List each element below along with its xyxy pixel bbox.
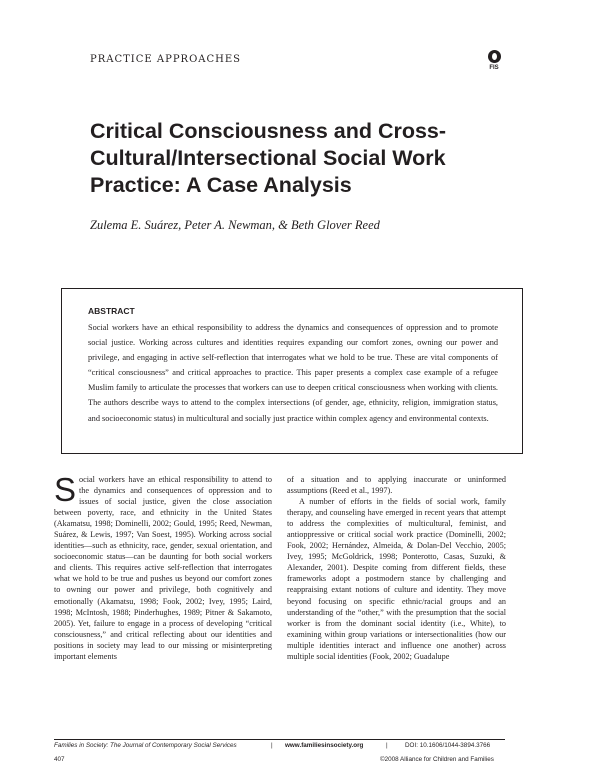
footer-doi: DOI: 10.1606/1044-3894.3766 bbox=[405, 742, 491, 749]
publisher-logo-icon bbox=[488, 50, 501, 63]
publisher-mark: FIS bbox=[489, 65, 499, 71]
footer-separator: | bbox=[271, 742, 273, 749]
footer-copyright: ©2008 Alliance for Children and Families bbox=[380, 756, 494, 763]
article-authors: Zulema E. Suárez, Peter A. Newman, & Beth Glover Reed bbox=[90, 218, 380, 232]
section-label: PRACTICE APPROACHES bbox=[90, 54, 242, 65]
article-title: Critical Consciousness and Cross-Cultural/Intersectional Social Work Practice: A Case Analysis bbox=[90, 119, 447, 197]
footer-journal: Families in Society: The Journal of Contemporary Social Services bbox=[54, 742, 237, 749]
body-paragraph: A number of efforts in the fields of social work, family therapy, and counseling have emerged in recent years that attempt to address the complexities of multicultural, feminist, and antioppressive or critical social work practice (Dominelli, 2002; Fook, 2002; Hernández, Almeida, & Dolan-Del Vecchio, 2005; Ivey, 1995; McGoldrick, 1998; Ponterotto, Casas, Suzuki, & Alexander, 2001). Despite coming from different fields, these frameworks adopt a postmodern stance by challenging and reappraising extant notions of culture and identity. They move beyond focusing on specific ethnic/racial groups and an understanding of the “other,” with the presumption that the social worker is from the dominant social identity (i.e., White), to examining within group variations or intersectionalities (how our multiple identities interact and influence one another) across multiple social identities (Fook, 2002; Guadalupe bbox=[287, 497, 506, 661]
footer-url-link[interactable]: www.familiesinsociety.org bbox=[285, 742, 364, 749]
page-number: 407 bbox=[54, 756, 65, 763]
body-column-left bbox=[54, 471, 272, 662]
drop-cap: S bbox=[54, 471, 77, 508]
abstract-heading: ABSTRACT bbox=[88, 306, 135, 316]
body-paragraph: ocial workers have an ethical responsibility to attend to the dynamics and consequences of oppression and to issues of social justice, given the close association between poverty, race, and ethnicity in the United States (Akamatsu, 1998; Dominelli, 2002; Gould, 1995; Reed, Newman, Suárez, & Lewis, 1997; Van Soest, 1995). Working across social identities—such as ethnicity, race, gender, sexual orientation, and socioeconomic status—can be daunting for both social workers and clients. This requires active self-reflection that interrogates what we hold to be true and pushes us beyond our comfort zones to owning our power and privilege, both cognitively and emotionally (Akamatsu, 1998; Fook, 2002; Ivey, 1995; Laird, 1998; McIntosh, 1988; Pinderhughes, 1989; Pitner & Sakamoto, 2005). Yet, failure to engage in a process of developing “critical consciousness,” and critical reflecting about our identities and positions in society may lead to our missing or misinterpreting important elements bbox=[54, 475, 272, 661]
footer-separator: | bbox=[386, 742, 388, 749]
body-paragraph: of a situation and to applying inaccurate or uninformed assumptions (Reed et al., 1997). bbox=[287, 475, 506, 496]
abstract-text: Social workers have an ethical responsibility to address the dynamics and consequences of oppression and to promote social justice. Working across cultures and identities requires expanding our comfort zones, owning our power and privilege, and engaging in active self-reflection that interrogates what we hold to be true. These are vital components of “critical consciousness” and critical approaches to practice. This paper presents a complex case example of a refugee Muslim family to articulate the processes that workers can use to deepen critical consciousness when working with clients. The authors describe ways to attend to the complex intersections (of gender, age, ethnicity, religion, immigration status, and socioeconomic status) in multicultural and socially just practice within complex agency and environmental contexts. bbox=[88, 323, 498, 423]
body-column-right bbox=[287, 474, 506, 662]
publisher-logo bbox=[484, 50, 504, 71]
footer-divider bbox=[54, 739, 505, 740]
